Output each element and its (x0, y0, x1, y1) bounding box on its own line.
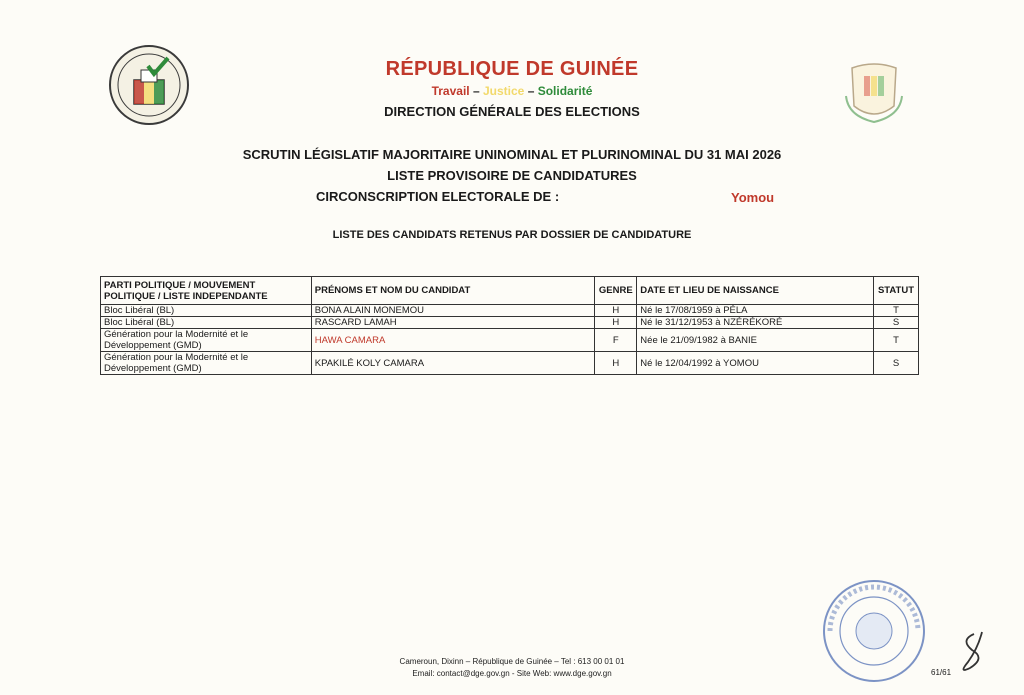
cell-statut: T (873, 305, 918, 317)
cell-naissance: Né le 31/12/1953 à NZÉRÉKORÉ (637, 317, 874, 329)
cell-statut: S (873, 352, 918, 375)
cell-parti: Génération pour la Modernité et le Développement (GMD) (101, 352, 312, 375)
cell-naissance: Né le 12/04/1992 à YOMOU (637, 352, 874, 375)
col-header-statut: STATUT (873, 277, 918, 305)
cell-nom: BONA ALAIN MONEMOU (311, 305, 595, 317)
motto-word-travail: Travail (431, 84, 470, 98)
candidates-table (100, 276, 919, 375)
table-row (101, 305, 919, 317)
circonscription-value: Yomou (731, 190, 775, 205)
cell-genre: H (595, 352, 637, 375)
page-number: 61/61 (931, 668, 952, 677)
footer-address: Cameroun, Dixinn – République de Guinée – Tel : 613 00 01 01 (399, 657, 625, 666)
col-header-nom: PRÉNOMS ET NOM DU CANDIDAT (311, 277, 595, 305)
motto-word-justice: Justice (482, 84, 525, 98)
cell-statut: S (873, 317, 918, 329)
col-header-parti: PARTI POLITIQUE / MOUVEMENT POLITIQUE / LISTE INDEPENDANTE (101, 277, 312, 305)
scrutin-title: SCRUTIN LÉGISLATIF MAJORITAIRE UNINOMINAL ET PLURINOMINAL DU 31 MAI 2026 (242, 147, 782, 162)
cell-nom: KPAKILÉ KOLY CAMARA (311, 352, 595, 375)
table-row (101, 352, 919, 375)
motto-word-solidarite: Solidarité (537, 84, 593, 98)
table-header-row (101, 277, 919, 305)
cell-genre: H (595, 305, 637, 317)
cell-parti: Génération pour la Modernité et le Développement (GMD) (101, 329, 312, 352)
table-row (101, 329, 919, 352)
cell-statut: T (873, 329, 918, 352)
cell-nom: HAWA CAMARA (311, 329, 595, 352)
cell-genre: H (595, 317, 637, 329)
col-header-genre: GENRE (595, 277, 637, 305)
col-header-naissance: DATE ET LIEU DE NAISSANCE (637, 277, 874, 305)
cell-naissance: Né le 17/08/1959 à PÉLA (637, 305, 874, 317)
cell-nom: RASCARD LAMAH (311, 317, 595, 329)
table-row (101, 317, 919, 329)
table-subtitle: LISTE DES CANDIDATS RETENUS PAR DOSSIER DE CANDIDATURE (332, 229, 692, 241)
cell-genre: F (595, 329, 637, 352)
circonscription-label: CIRCONSCRIPTION ELECTORALE DE : (316, 189, 560, 204)
footer-contact: Email: contact@dge.gov.gn - Site Web: www.dge.gov.gn (412, 669, 612, 678)
national-motto: Travail – Justice – Solidarité (431, 84, 593, 98)
organization-name: DIRECTION GÉNÉRALE DES ELECTIONS (384, 104, 640, 119)
cell-naissance: Née le 21/09/1982 à BANIE (637, 329, 874, 352)
republic-title: RÉPUBLIQUE DE GUINÉE (385, 58, 639, 80)
cell-parti: Bloc Libéral (BL) (101, 305, 312, 317)
list-title: LISTE PROVISOIRE DE CANDIDATURES (387, 168, 637, 183)
cell-parti: Bloc Libéral (BL) (101, 317, 312, 329)
